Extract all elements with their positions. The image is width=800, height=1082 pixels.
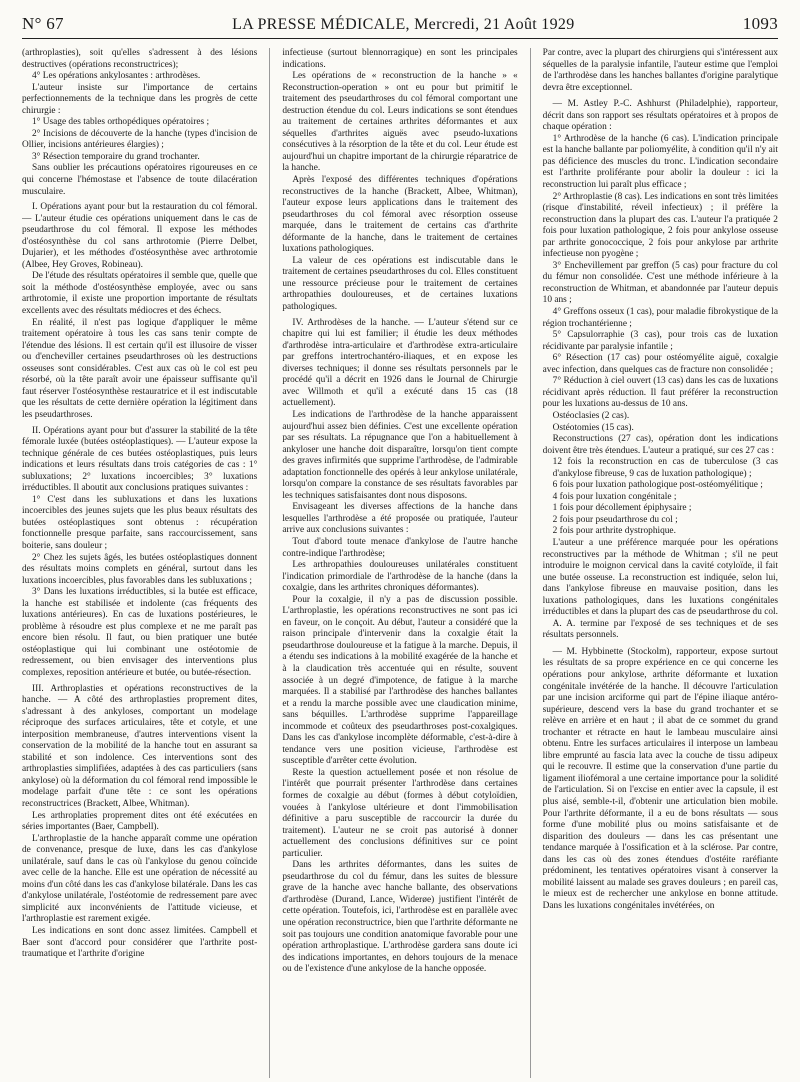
paragraph: Sans oublier les précautions opératoires rigoureuses en ce qui concerne l'hémostase et l'absence de toute dilacération musculaire. xyxy=(22,163,258,197)
column-middle xyxy=(282,48,517,1078)
rapporteur-paragraph: — M. Hybbinette (Stockolm), rapporteur, expose surtout les résultats de sa propre expérience en ce qui concerne les opérations pour ankylose, arthrite déformante et luxation congénitale invétérée de la hanche. Il découvre l'articulation par une incision arciforme qui part de l'épine iliaque antéro-supérieure, descend vers la base du grand trochanter et se relève en arrière et en haut ; il abat de ce sommet du grand trochanter et rétracte en haut le lambeau musculaire ainsi obtenu. Entre les surfaces articulaires il interpose un lambeau libre emprunté au fascia lata avec la couche de tissu adipeux qui le recouvre. Il estime que la conservation d'une partie du ligament iliofémoral a une certaine importance pour la solidité de l'articulation. Si on l'excise en entier avec la capsule, il est plus aisé, semble-t-il, d'obtenir une articulation bien mobile. Pour l'arthrite déformante, il a eu de bons résultats — sous forme d'une mobilité plus ou moins satisfaisante et de disparition des douleurs — dans les cas présentant une tendance marquée à l'ossification et à la sclérose. Par contre, dans les cas où des zones étendues d'ostéite raréfiante prédominent, les tentatives opératoires visant à conserver la mobilité laissent au malade ses graves douleurs ; en pareil cas, le mieux est de rechercher une ankylose en bonne attitude. Dans les luxations congénitales invétérées, on xyxy=(542,646,778,911)
paragraph: Les indications en sont donc assez limitées. Campbell et Baer sont d'accord pour considérer que l'arthrite post-traumatique et l'arthrite d'origine xyxy=(22,926,258,960)
rapporteur-paragraph: — M. Astley P.-C. Ashhurst (Philadelphie), rapporteur, décrit dans son rapport ses résultats opératoires et à propos de chaque opération : xyxy=(542,99,778,133)
paragraph: (arthroplasties), soit qu'elles s'adressent à des lésions destructives (opérations reconstructrices); xyxy=(22,48,258,70)
paragraph: 1° Arthrodèse de la hanche (6 cas). L'indication principale est la hanche ballante par poliomyélite, à condition qu'il n'y ait pas déficience des muscles du tronc. L'indication secondaire est l'arthrite proliférante pour abolir la douleur : ici la reconstruction lui paraît plus efficace ; xyxy=(542,133,778,191)
paragraph: Dans les arthrites déformantes, dans les suites de pseudarthrose du col du fémur, dans les suites de blessure grave de la hanche avec hanche ballante, des observations d'arthrodèse (Durand, Lance, Widerøe) justifient l'intérêt de cette opération. Toutefois, ici, l'arthrodèse est en parallèle avec une opération reconstructrice, bien que l'arthrite déformante ne soit pas toujours une condition anatomique favorable pour une opération arthroplastique. L'arthrodèse gardera sans doute ici des indications importantes, en dehors toujours de la menace ou de l'existence d'une ankylose de la hanche opposée. xyxy=(282,860,518,975)
paragraph: 6° Résection (17 cas) pour ostéomyélite aiguë, coxalgie avec infection, dans quelques cas de fracture non consolidée ; xyxy=(542,353,778,375)
paragraph: Les arthropathies douloureuses unilatérales constituent l'indication primordiale de l'arthrodèse de la hanche (dans la coxalgie, dans les arthrites chroniques déformantes). xyxy=(282,560,518,594)
paragraph: La valeur de ces opérations est indiscutable dans le traitement de certaines pseudarthroses du col. Elles constituent une ressource précieuse pour le traitement de certaines arthropathies douloureuses, et de certaines luxations pathologiques. xyxy=(282,255,518,313)
list-item: 6 fois pour luxation pathologique post-ostéomyélitique ; xyxy=(552,480,763,491)
paragraph: Reste la question actuellement posée et non résolue de l'intérêt que pourrait présenter l'arthrodèse dans certaines formes de coxalgie au début (formes à début cotyloïdien, vouées à l'ankylose ultérieure et dont l'immobilisation définitive a paru susceptible de raccourcir la durée du traitement). L'auteur ne se croit pas autorisé à donner actuellement des conclusions définitives sur ce point particulier. xyxy=(282,767,518,859)
paragraph: 1° Usage des tables orthopédiques opératoires ; xyxy=(32,117,210,128)
paragraph: 2° Chez les sujets âgés, les butées ostéoplastiques donnent des résultats moins complets en général, surtout dans les luxations incoercibles, plus favorables dans les subluxations ; xyxy=(22,552,258,586)
paragraph: 4° Les opérations ankylosantes : arthrodèses. xyxy=(32,71,201,82)
list-item: 4 fois pour luxation congénitale ; xyxy=(552,491,677,502)
paragraph: 3° Résection temporaire du grand trochanter. xyxy=(32,151,200,162)
issue-number: N° 67 xyxy=(22,14,64,33)
paragraph: 7° Réduction à ciel ouvert (13 cas) dans les cas de luxations récidivant après réduction. Il faut préférer la reconstruction pour les luxations au-dessus de 10 ans. xyxy=(542,376,778,410)
paragraph: Les indications de l'arthrodèse de la hanche apparaissent aujourd'hui assez bien définies. C'est une excellente opération par ses résultats. La répugnance que l'on a habituellement à ankyloser une hanche doit disparaître, lorsqu'on tient compte des graves infirmités que supprime l'arthrodèse, de l'admirable adaptation fonctionnelle des opérés à leur ankylose unilatérale, lorsqu'on compare la constance de ses résultats favorables par les techniques satisfaisantes dont nous disposons. xyxy=(282,409,518,501)
section-paragraph: I. Opérations ayant pour but la restauration du col fémoral. — L'auteur étudie ces opérations uniquement dans le cas de pseudarthrose du col fémoral. Il expose les méthodes d'ostéosynthèse du col sans arthrotomie (Pierre Delbet, Dujarier), et les méthodes d'ostéosynthèse avec arthrotomie (Albee, Hey Groves, Robineau). xyxy=(22,202,258,270)
list-item: 2 fois pour arthrite dystrophique. xyxy=(552,526,676,537)
paragraph: Pour la coxalgie, il n'y a pas de discussion possible. L'arthroplastie, les opérations reconstructives ne sont pas ici en faveur, on le conçoit. Au début, l'auteur a considéré que la raison principale d'intervenir dans la coxalgie était la pseudarthrose douloureuse et la fatigue à la marche. Depuis, il a étendu ses indications à la mobilité exagérée de la hanche et à la claudication très accentuée qui en résulte, souvent associée à un degré d'impotence, de fatigue à la marche marquées. Il a stabilisé par l'arthrodèse des hanches ballantes et a rendu la marche possible avec une claudication minime, sans béquilles. L'arthrodèse supprime l'appareillage incommode et coûteux des pseudarthroses post-coxalgiques. Dans les cas d'ankylose incomplète déformable, c'est-à-dire à tendance vers une position vicieuse, l'arthrodèse est susceptible d'arrêter cette évolution. xyxy=(282,594,518,767)
paragraph: L'auteur a une préférence marquée pour les opérations reconstructives par la méthode de Whitman ; s'il ne peut introduire le moignon cervical dans la cavité cotyloïde, il fait une butée osseuse. La reconstruction est indiquée, selon lui, dans l'ankylose fibreuse en mauvaise position, dans les luxations pathologiques, dans les luxations congénitales irréductibles et dans la plupart des cas de pseudarthrose du col. xyxy=(542,537,778,618)
paragraph: L'auteur insiste sur l'importance de certains perfectionnements de la technique dans les progrès de cette chirurgie : xyxy=(22,82,258,116)
page-header xyxy=(22,14,778,39)
paragraph: Après l'exposé des différentes techniques d'opérations reconstructives de la hanche (Brackett, Albee, Whitman), l'auteur expose leurs applications dans le traitement des pseudarthroses du col fémoral avec résorption osseuse marquée, dans le traitement de certains cas d'arthrite déformante de la hanche, dans le traitement de certaines luxations pathologiques. xyxy=(282,175,518,255)
page-number: 1093 xyxy=(742,14,778,33)
paragraph: Les opérations de « reconstruction de la hanche » « Reconstruction-operation » ont eu pour but primitif le traitement des pseudarthroses du col fémoral comportant une destruction étendue du col. Leurs indications se sont étendues au traitement de certaines arthrites déformantes et aux séquelles d'arthrites aiguës avec pseudo-luxations consécutives à la résorption de la tête et du col. Leur étude est aujourd'hui un chapitre important de la chirurgie réparatrice de la hanche. xyxy=(282,71,518,174)
paragraph: L'arthroplastie de la hanche apparaît comme une opération de convenance, presque de luxe, dans les cas d'ankylose unilatérale, sauf dans le cas où l'ankylose du genou coïncide avec celle de la hanche. Elle est une opération de nécessité au moins d'un côté dans les cas d'ankylose bilatérale. Dans les cas d'ankylose unilatérale, l'ostéotomie de redressement pare avec simplicité aux inconvénients de l'attitude vicieuse, et l'arthroplastie est rarement exigée. xyxy=(22,833,258,925)
paragraph: 5° Capsulorraphie (3 cas), pour trois cas de luxation récidivante par paralysie infantile ; xyxy=(542,330,778,352)
list-item: 1 fois pour décollement épiphysaire ; xyxy=(552,503,692,514)
list-item: 12 fois la reconstruction en cas de tuberculose (3 cas d'ankylose fibreuse, 9 cas de luxation pathologique) ; xyxy=(552,457,778,479)
paragraph: Reconstructions (27 cas), opération dont les indications doivent être très étendues. L'auteur a pratiqué, sur ces 27 cas : xyxy=(542,434,778,456)
paragraph: Ostéotomies (15 cas). xyxy=(552,422,634,433)
paragraph: Envisageant les diverses affections de la hanche dans lesquelles l'arthrodèse a été proposée ou pratiquée, l'auteur arrive aux conclusions suivantes : xyxy=(282,502,518,536)
paragraph: 3° Enchevillement par greffon (5 cas) pour fracture du col du fémur non consolidée. C'est une méthode inférieure à la reconstruction de Whitman, et abandonnée par l'auteur depuis 10 ans ; xyxy=(542,260,778,306)
paragraph: Les arthroplaties proprement dites ont été exécutées en séries importantes (Baer, Campbell). xyxy=(22,810,258,833)
text-columns xyxy=(22,48,778,1078)
paragraph: 4° Greffons osseux (1 cas), pour maladie fibrokystique de la région trochantérienne ; xyxy=(542,307,778,329)
paragraph: En réalité, il n'est pas logique d'appliquer le même traitement opératoire à tous les cas sans tenir compte de l'étendue des lésions. Il est certain qu'il est illusoire de visser ou d'encheviller certaines pseudarthroses où les destructions osseuses sont considérables. C'est aux cas où le col est peu résorbé, où la tête paraît avoir une épaisseur suffisante qu'il faut réserver l'ostéosynthèse restauratrice et il est indiscutable que les résultats de cette dernière opération la légitiment dans les pseudarthroses. xyxy=(22,317,258,420)
section-paragraph: IV. Arthrodèses de la hanche. — L'auteur s'étend sur ce chapitre qui lui est familier; il étudie les deux méthodes d'arthrodèse intra-articulaire et d'arthrodèse extra-articulaire par greffons intertrochantéro-iliaques, et en expose les diverses techniques; il donne ses résultats personnels par le procédé qu'il a décrit en 1926 dans le Journal de Chirurgie avec Willmoth et qu'il a exécuté dans 15 cas (18 actuellement). xyxy=(282,317,518,409)
paragraph: infectieuse (surtout blennorragique) en sont les principales indications. xyxy=(282,48,518,70)
paragraph: A. A. termine par l'exposé de ses techniques et de ses résultats personnels. xyxy=(542,618,778,641)
cases-list xyxy=(543,457,778,538)
paragraph: 3° Dans les luxations irréductibles, si la butée est efficace, la hanche est stabilisée et indolente (cas fréquents des luxations antérieures). En cas de luxations postérieures, le problème à résoudre est plus complexe et ne me paraît pas encore bien résolu. Il faut, ou bien pratiquer une butée ostéoplastique qui lui combinant une ostéotomie de redressement, ou bien envisager des interventions plus complexes, reposition antérieure et butée, ou butée-résection. xyxy=(22,587,258,678)
journal-title: LA PRESSE MÉDICALE, Mercredi, 21 Août 1929 xyxy=(232,16,575,33)
paragraph: 2° Incisions de découverte de la hanche (types d'incision de Ollier, incisions antérieures élargies) ; xyxy=(22,128,258,151)
column-rule xyxy=(269,48,270,1078)
paragraph: Ostéoclasies (2 cas). xyxy=(552,410,630,421)
paragraph: Par contre, avec la plupart des chirurgiens qui s'intéressent aux séquelles de la paralysie infantile, l'auteur estime que l'emploi de l'arthrodèse dans les hanches ballantes d'origine paralytique devra être exceptionnel. xyxy=(542,48,778,93)
column-right xyxy=(543,48,778,1078)
paragraph: Tout d'abord toute menace d'ankylose de l'autre hanche contre-indique l'arthrodèse; xyxy=(282,536,518,559)
column-left xyxy=(22,48,257,1078)
section-paragraph: III. Arthroplasties et opérations reconstructives de la hanche. — A côté des arthroplasties proprement dites, s'adressant à des ankyloses, comportant un modelage réciproque des surfaces articulaires, tête et cotyle, et une interposition membraneuse, d'autres interventions visent la conservation de la mobilité de la hanche tout en assurant sa stabilité et son indolence. Ces interventions sont des arthroplasties simplifiées, adaptées à des cas particuliers (sans ankylose) où la déformation du col fémoral rend impossible le modelage parfait d'une tête : ce sont les opérations reconstructrices (Brackett, Albee, Whitman). xyxy=(22,683,258,809)
column-rule xyxy=(530,48,531,1078)
paragraph: De l'étude des résultats opératoires il semble que, quelle que soit la méthode d'ostéosynthèse employée, avec ou sans arthrotomie, il existe une proportion importante de résultats excellents avec des résultats médiocres et des échecs. xyxy=(22,271,258,317)
paragraph: 2° Arthroplastie (8 cas). Les indications en sont très limitées (risque d'instabilité, réveil infectieux) ; il préfère la reconstruction dans la plupart des cas. L'auteur l'a pratiquée 2 fois pour luxation pathologique, 2 fois pour ankylose osseuse par arthrite gonococcique, 2 fois pour ankylose par arthrite infectieuse non pyogène ; xyxy=(542,191,778,260)
paragraph: 1° C'est dans les subluxations et dans les luxations incoercibles des jeunes sujets que les plus beaux résultats des butées ostéoplastiques sont obtenus : récupération fonctionnelle presque parfaite, sans raccourcissement, sans boiterie, sans douleur ; xyxy=(22,494,258,551)
section-paragraph: II. Opérations ayant pour but d'assurer la stabilité de la tête fémorale luxée (butées ostéoplastiques). — L'auteur expose la technique générale de ces butées ostéoplastiques, puis leurs indications et leurs résultats dans trois catégories de cas : 1° subluxations; 2° luxations incoercibles; 3° luxations irréductibles. Il aboutit aux conclusions pratiques suivantes : xyxy=(22,425,258,494)
list-item: 2 fois pour pseudarthrose du col ; xyxy=(552,514,678,525)
